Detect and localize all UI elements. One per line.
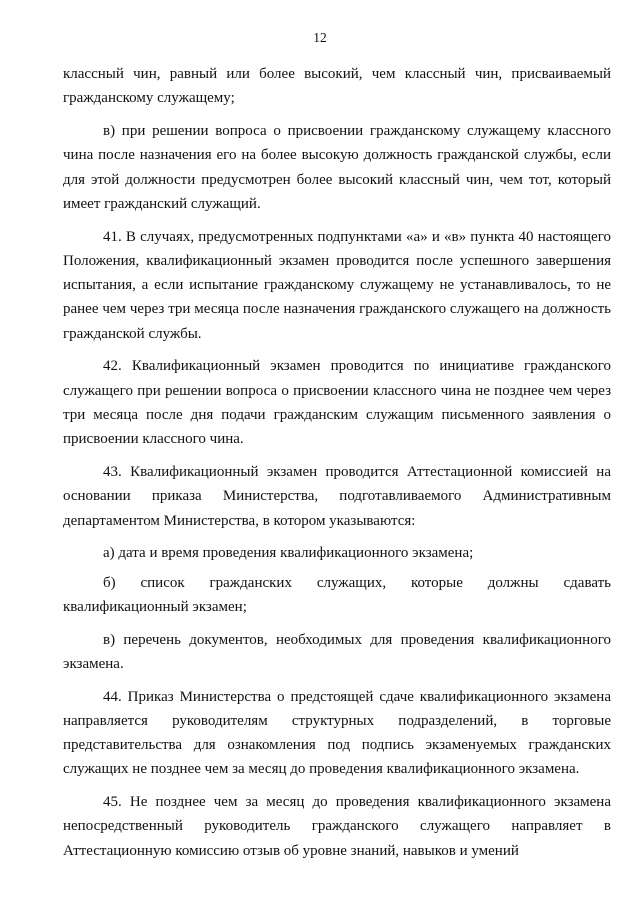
paragraph-42: 42. Квалификационный экзамен проводится по инициативе гражданского служащего при решении вопроса о присвоении классного чина не позднее чем через три месяца после дня подачи гражданским служащим письменного заявления о присвоении классного чина. <box>63 358 611 448</box>
page-number: 12 <box>313 30 327 45</box>
paragraph-continuation: классный чин, равный или более высокий, чем классный чин, присваиваемый гражданскому служащему; <box>63 66 611 107</box>
paragraph-45: 45. Не позднее чем за месяц до проведения квалификационного экзамена непосредственный руководитель гражданского служащего направляет в Аттестационную комиссию отзыв об уровне знаний, навыков и умений <box>63 794 611 859</box>
paragraph-43: 43. Квалификационный экзамен проводится Аттестационной комиссией на основании приказа Министерства, подготавливаемого Административным департаментом Министерства, в котором указываются: <box>63 464 611 529</box>
paragraph-43-b: б) список гражданских служащих, которые должны сдавать квалификационный экзамен; <box>63 574 611 615</box>
paragraph-item-v: в) при решении вопроса о присвоении гражданскому служащему классного чина после назначения его на более высокую должность гражданской службы, если для этой должности предусмотрен более высокий классный чин, чем тот, который имеет гражданский служащий. <box>63 122 611 212</box>
paragraph-43-a: а) дата и время проведения квалификационного экзамена; <box>103 545 474 562</box>
paragraph-44: 44. Приказ Министерства о предстоящей сдаче квалификационного экзамена направляется руководителям структурных подразделений, в торговые представительства для ознакомления под подпись экзаменуемых гражданских служащих не позднее чем за месяц до проведения квалификационного экзамена. <box>63 688 611 778</box>
paragraph-41: 41. В случаях, предусмотренных подпунктами «а» и «в» пункта 40 настоящего Положения, квалификационный экзамен проводится после успешного завершения испытания, а если испытание гражданскому служащему не устанавливалось, то не ранее чем через три месяца после назначения гражданского служащего на должность гражданской службы. <box>63 228 611 342</box>
paragraph-43-v: в) перечень документов, необходимых для проведения квалификационного экзамена. <box>63 631 611 672</box>
document-body <box>63 62 611 871</box>
